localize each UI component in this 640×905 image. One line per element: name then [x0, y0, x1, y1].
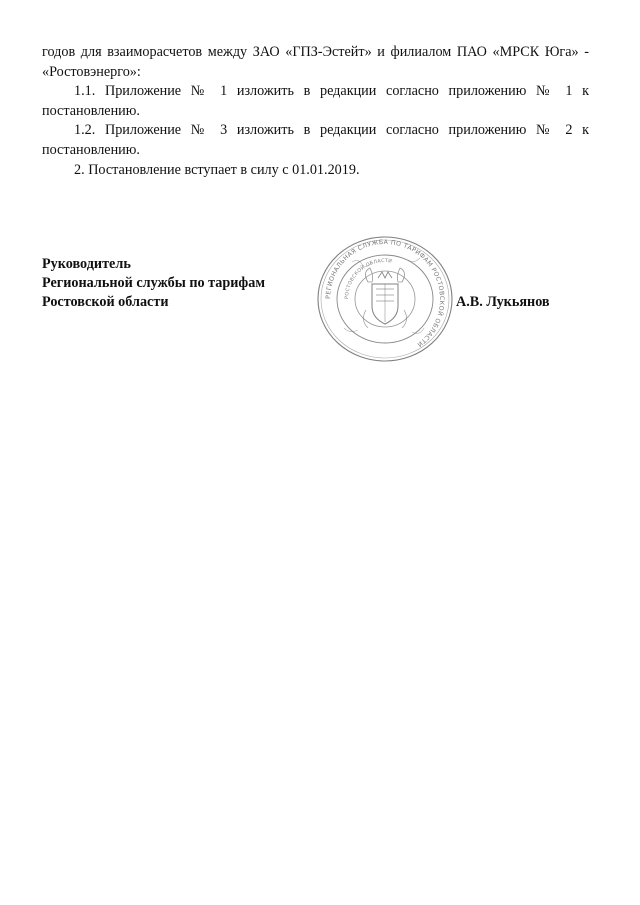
signature-position [42, 255, 265, 313]
paragraph-continuation: годов для взаиморасчетов между ЗАО «ГПЗ-Эстейт» и филиалом ПАО «МРСК Юга» - «Ростовэнерго»: [42, 44, 589, 80]
document-body [42, 43, 589, 180]
paragraph-item-2: 2. Постановление вступает в силу с 01.01.2019. [74, 161, 360, 178]
seal-inner-text: РОСТОВСКОЙ ОБЛАСТИ [344, 258, 393, 300]
paragraph-item-1-1: 1.1. Приложение № 1 изложить в редакции согласно приложению № 1 к постановлению. [42, 83, 589, 119]
official-seal-stamp-icon [312, 232, 458, 366]
position-line-1: Руководитель [42, 256, 131, 272]
paragraph-item-1-2: 1.2. Приложение № 3 изложить в редакции согласно приложению № 2 к постановлению. [42, 122, 589, 158]
position-line-2: Региональной службы по тарифам [42, 275, 266, 292]
position-line-3: Ростовской области [42, 294, 169, 311]
seal-outer-text: РЕГИОНАЛЬНАЯ СЛУЖБА ПО ТАРИФАМ РОСТОВСКОЙ ОБЛАСТИ [324, 238, 446, 349]
signer-name: А.В. Лукьянов [456, 294, 550, 310]
